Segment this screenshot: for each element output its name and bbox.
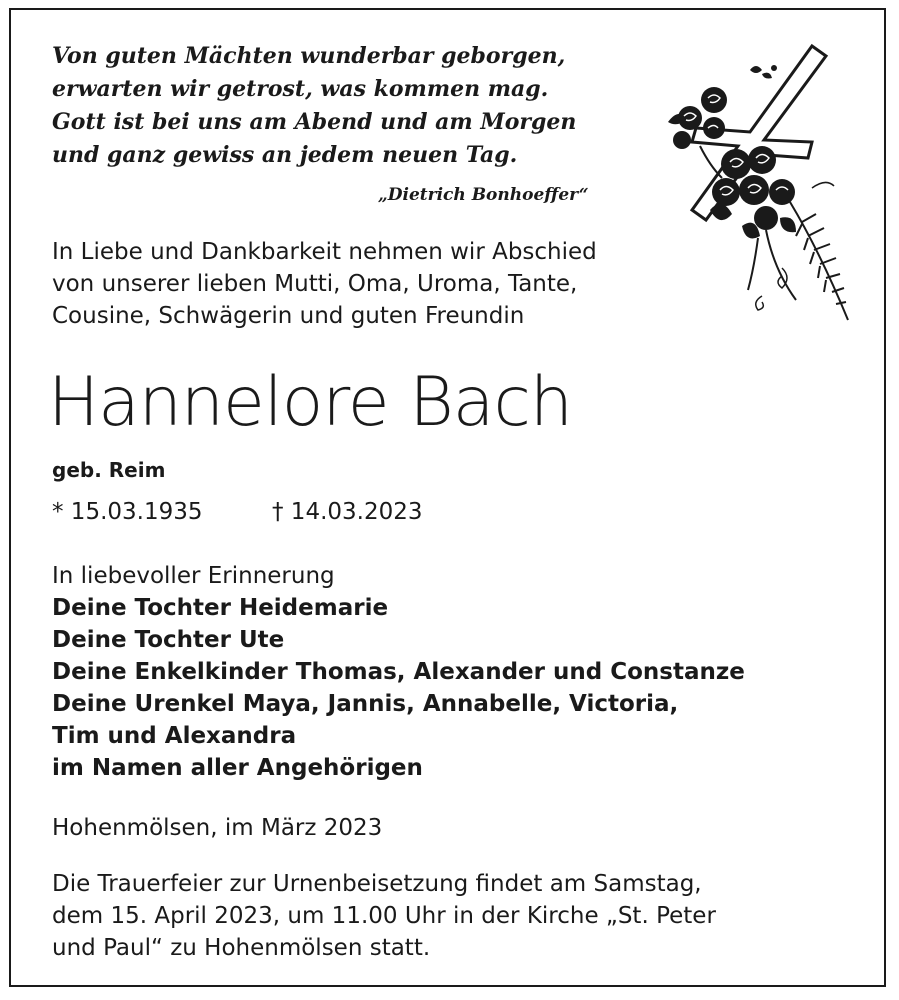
poem-line: Gott ist bei uns am Abend und am Morgen xyxy=(52,109,577,135)
mourners-list xyxy=(52,560,745,784)
poem-line: Von guten Mächten wunderbar geborgen, xyxy=(52,43,566,69)
mourner-line: im Namen aller Angehörigen xyxy=(52,755,423,781)
funeral-line: und Paul“ zu Hohenmölsen statt. xyxy=(52,935,431,961)
place-date: Hohenmölsen, im März 2023 xyxy=(52,815,383,841)
poem-line: erwarten wir getrost, was kommen mag. xyxy=(52,76,549,102)
deceased-name: Hannelore Bach xyxy=(48,363,572,442)
maiden-name: geb. Reim xyxy=(52,458,166,482)
mourner-line: Tim und Alexandra xyxy=(52,723,297,749)
cross-with-roses-icon xyxy=(662,42,858,326)
mourner-line: Deine Tochter Ute xyxy=(52,627,285,653)
funeral-line: dem 15. April 2023, um 11.00 Uhr in der Kirche „St. Peter xyxy=(52,903,716,929)
intro-line: Cousine, Schwägerin und guten Freundin xyxy=(52,303,525,329)
mourner-line: Deine Enkelkinder Thomas, Alexander und Constanze xyxy=(52,659,745,685)
mourner-line: Deine Tochter Heidemarie xyxy=(52,595,389,621)
poem-author: „Dietrich Bonhoeffer“ xyxy=(378,185,589,205)
funeral-line: Die Trauerfeier zur Urnenbeisetzung findet am Samstag, xyxy=(52,871,702,897)
mourner-line: Deine Urenkel Maya, Jannis, Annabelle, Victoria, xyxy=(52,691,679,717)
death-date: † 14.03.2023 xyxy=(272,499,423,525)
poem-line: und ganz gewiss an jedem neuen Tag. xyxy=(52,142,518,168)
intro-line: von unserer lieben Mutti, Oma, Uroma, Tante, xyxy=(52,271,578,297)
birth-date: * 15.03.1935 xyxy=(52,499,203,525)
funeral-details xyxy=(52,868,716,964)
memory-lead: In liebevoller Erinnerung xyxy=(52,563,335,589)
intro-line: In Liebe und Dankbarkeit nehmen wir Abschied xyxy=(52,239,597,265)
poem-quote xyxy=(52,40,576,172)
farewell-intro xyxy=(52,236,597,332)
